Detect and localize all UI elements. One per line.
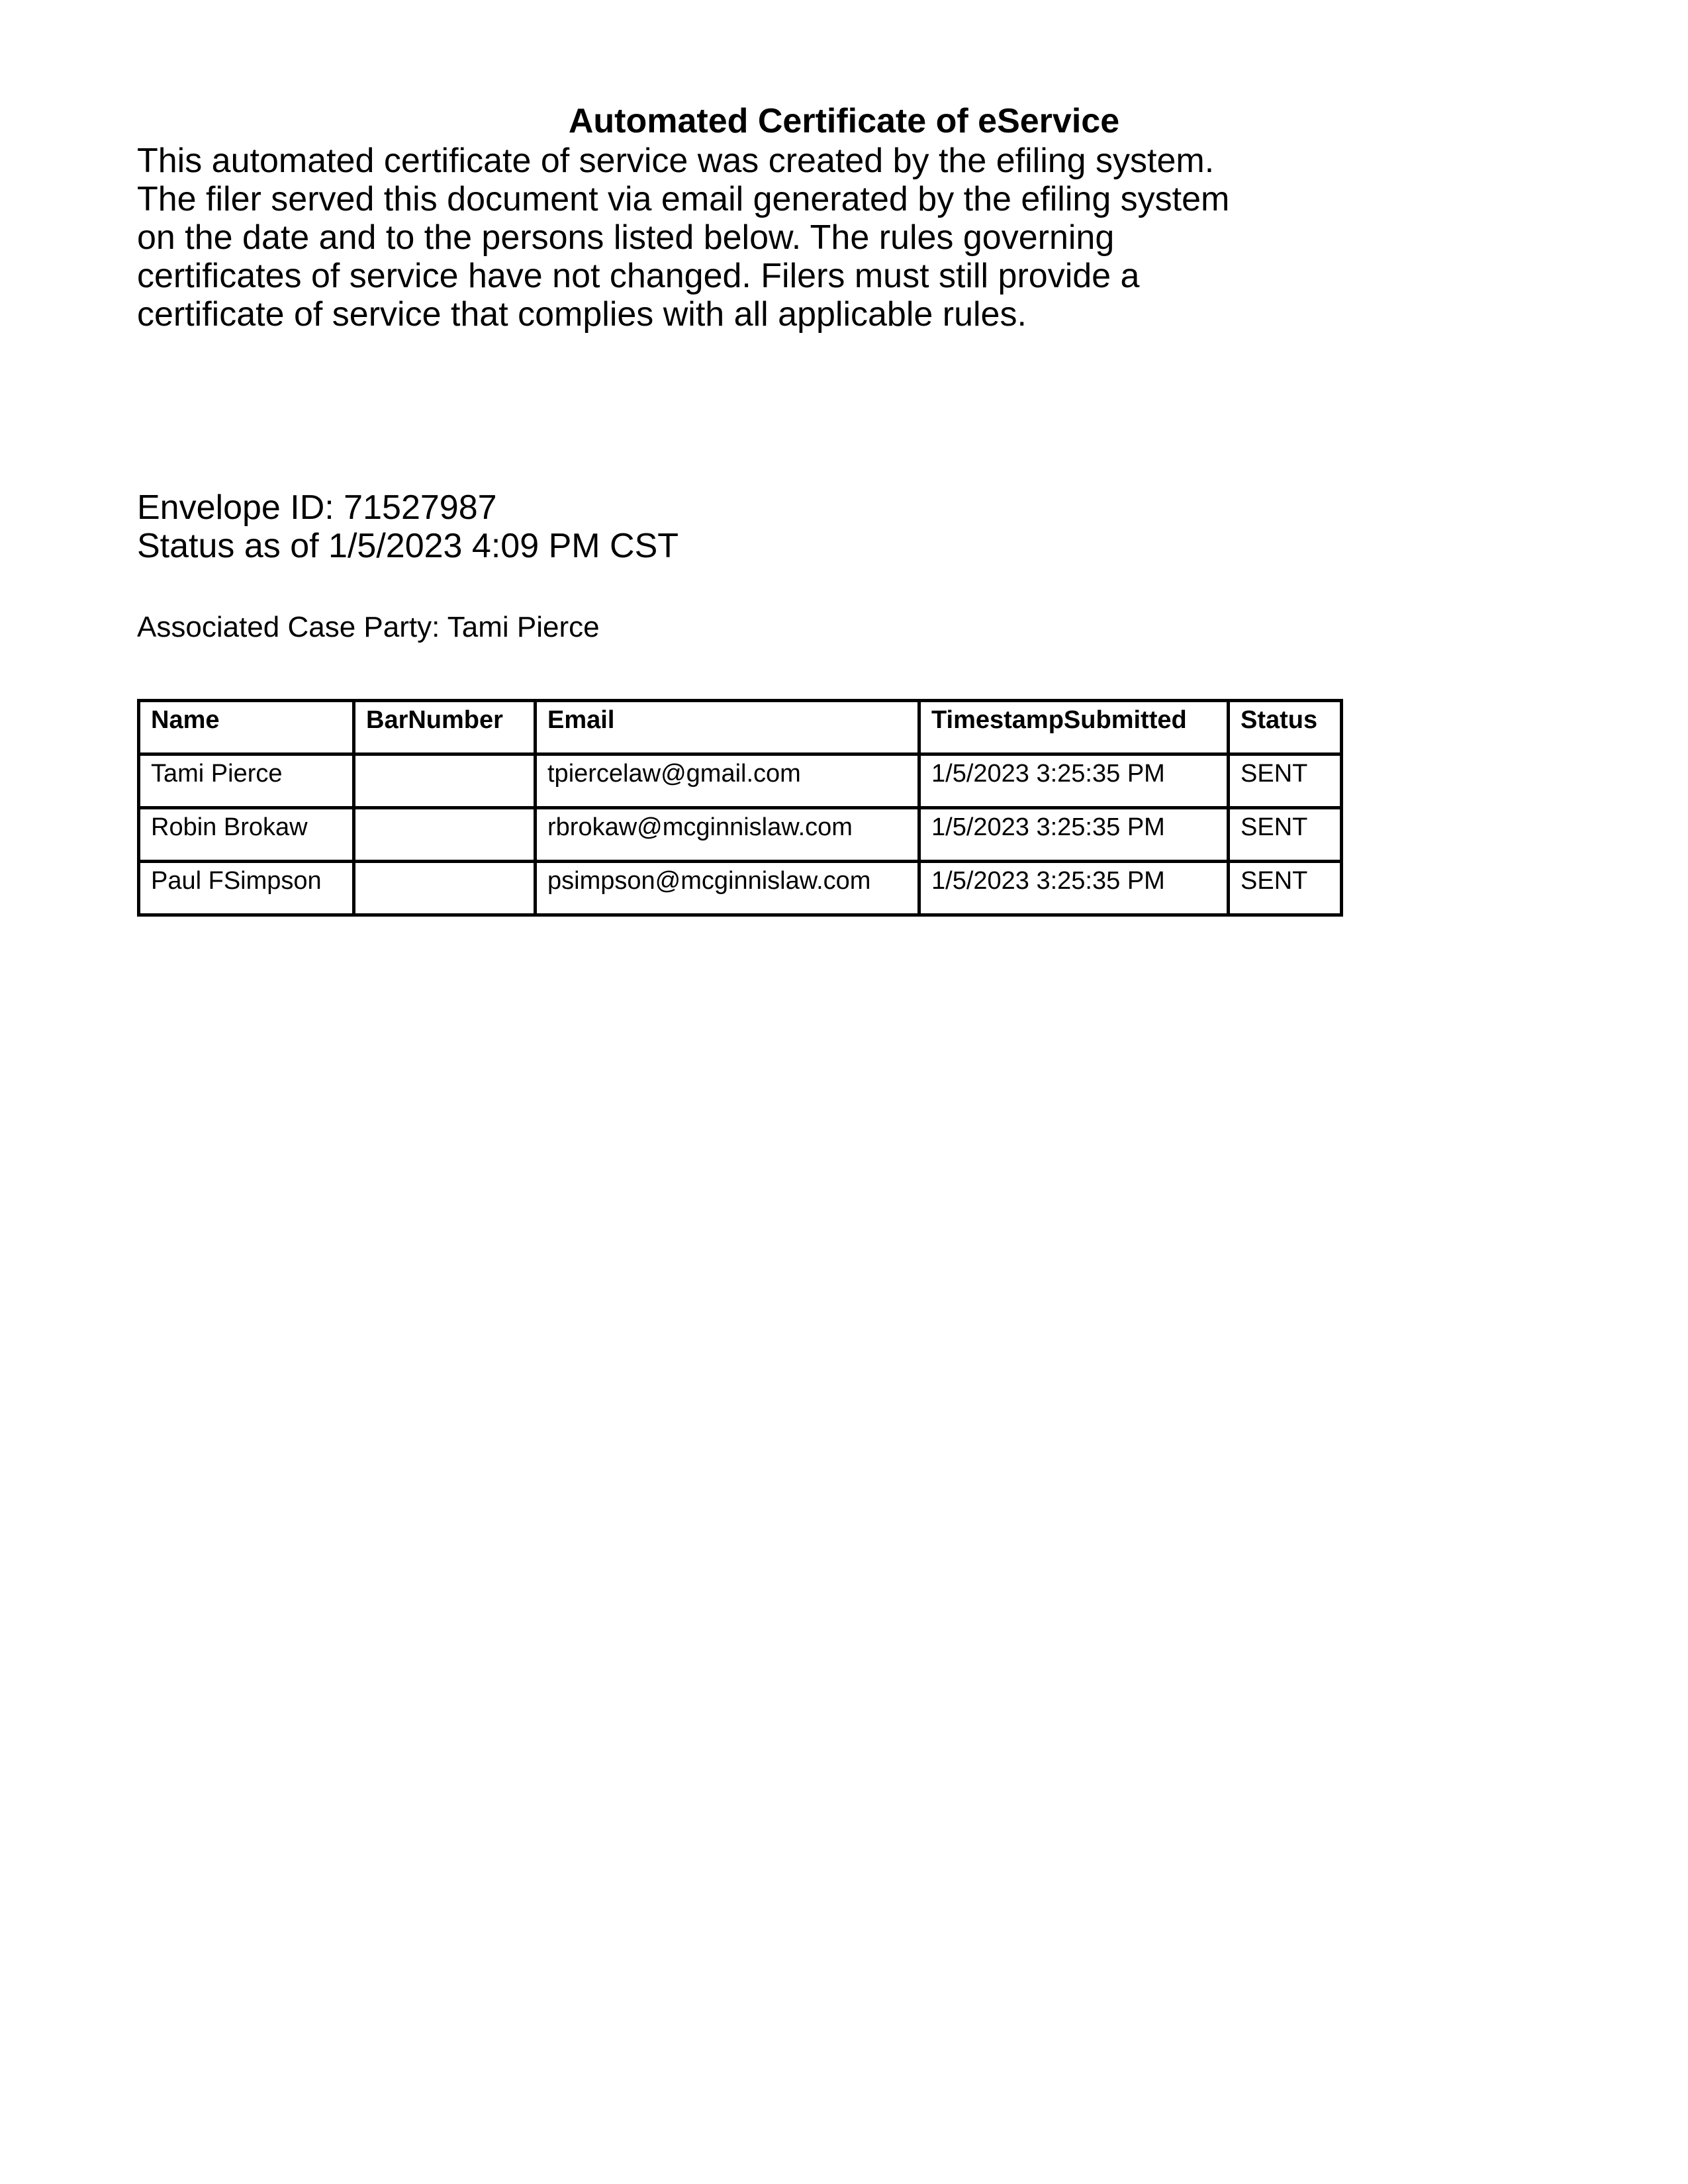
status-timestamp: Status as of 1/5/2023 4:09 PM CST bbox=[137, 527, 679, 565]
cell-status: SENT bbox=[1229, 862, 1342, 915]
cell-timestamp: 1/5/2023 3:25:35 PM bbox=[919, 862, 1229, 915]
cell-email: rbrokaw@mcginnislaw.com bbox=[536, 808, 919, 862]
cell-timestamp: 1/5/2023 3:25:35 PM bbox=[919, 808, 1229, 862]
intro-line: The filer served this document via email generated by the efiling system bbox=[137, 180, 1230, 218]
cell-email: psimpson@mcginnislaw.com bbox=[536, 862, 919, 915]
table-row bbox=[139, 808, 1342, 862]
table-header-row bbox=[139, 701, 1342, 754]
table-row bbox=[139, 862, 1342, 915]
intro-paragraph bbox=[137, 142, 1461, 334]
service-list-table bbox=[137, 699, 1343, 917]
cell-status: SENT bbox=[1229, 754, 1342, 808]
header-status: Status bbox=[1229, 701, 1342, 754]
cell-name: Paul FSimpson bbox=[139, 862, 354, 915]
header-email: Email bbox=[536, 701, 919, 754]
cell-timestamp: 1/5/2023 3:25:35 PM bbox=[919, 754, 1229, 808]
cell-bar-number bbox=[354, 754, 536, 808]
intro-line: This automated certificate of service was created by the efiling system. bbox=[137, 142, 1215, 180]
cell-name: Robin Brokaw bbox=[139, 808, 354, 862]
associated-case-party: Associated Case Party: Tami Pierce bbox=[137, 611, 600, 643]
intro-line: certificate of service that complies with all applicable rules. bbox=[137, 295, 1027, 334]
header-name: Name bbox=[139, 701, 354, 754]
cell-status: SENT bbox=[1229, 808, 1342, 862]
cell-bar-number bbox=[354, 862, 536, 915]
intro-line: certificates of service have not changed. Filers must still provide a bbox=[137, 257, 1140, 295]
document-title: Automated Certificate of eService bbox=[568, 102, 1120, 140]
cell-name: Tami Pierce bbox=[139, 754, 354, 808]
cell-email: tpiercelaw@gmail.com bbox=[536, 754, 919, 808]
envelope-info bbox=[137, 488, 679, 565]
header-timestamp-submitted: TimestampSubmitted bbox=[919, 701, 1229, 754]
header-bar-number: BarNumber bbox=[354, 701, 536, 754]
envelope-id: Envelope ID: 71527987 bbox=[137, 488, 497, 527]
cell-bar-number bbox=[354, 808, 536, 862]
table-row bbox=[139, 754, 1342, 808]
intro-line: on the date and to the persons listed below. The rules governing bbox=[137, 218, 1115, 257]
